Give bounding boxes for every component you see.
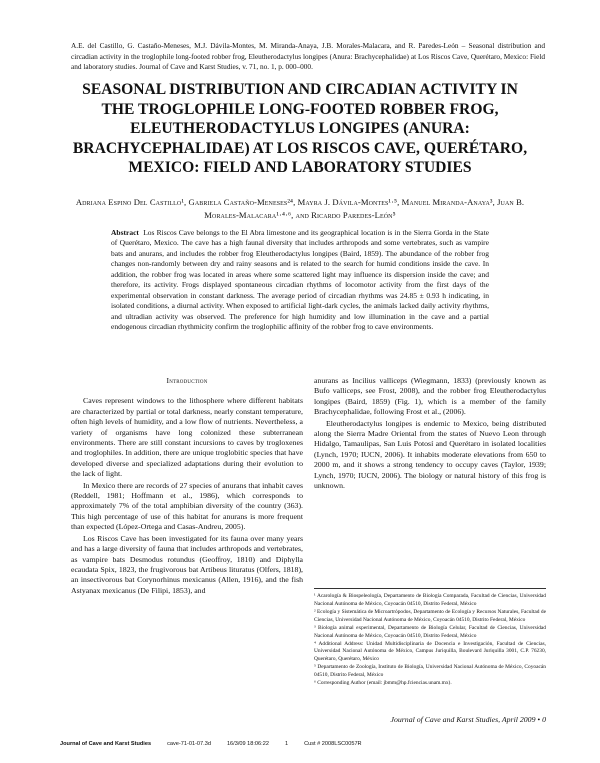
running-head: A.E. del Castillo, G. Castaño-Meneses, M.J. Dávila-Montes, M. Miranda-Anaya, J.B. Morales-Malacara, and R. Paredes-León – Seasonal distribution and circadian activity in the troglophile long-footed robber frog, Eleutherodactylus longipes (Anura: Brachycephalidae) at Los Riscos Cave, Querétaro, Mexico: Field and laboratory studies. Journal of Cave and Karst Studies, v. 71, no. 1, p. 000–000. xyxy=(71,41,545,72)
footnote-item: ⁶ Corresponding Author (email: jbmm@hp.fciencias.unam.mx). xyxy=(314,680,452,687)
right-column xyxy=(314,376,546,492)
print-datetime: 16/3/09 18:06:22 xyxy=(226,741,269,747)
print-file-name: cave-71-01-07.3d xyxy=(167,741,211,747)
footnote-item: ⁴ Additional Address: Unidad Multidisciplinaria de Docencia e Investigación, Facultad de Ciencias, Universidad Nacional Autónoma de México, Campus Juriquilla, Boulevard Juriquilla 3001, C.P. 76230, Querétaro, Querétaro, México xyxy=(314,640,546,663)
left-column xyxy=(71,376,303,597)
print-page-number: 1 xyxy=(284,741,289,747)
footnotes xyxy=(314,593,546,688)
print-info-line xyxy=(60,741,544,747)
footnote-item: ³ Biología animal experimental, Departamento de Biología Celular, Facultad de Ciencias, Universidad Nacional Autónoma de México, Coyoacán 04510, Distrito Federal, México xyxy=(314,624,546,639)
body-paragraph: Los Riscos Cave has been investigated for its fauna over many years and has a large diversity of fauna that includes arthropods and vertebrates, as vampire bats Desmodus rotundus (Geoffroy, 1810) and Diphylla ecaudata Spix, 1823, the frugivorous bat Artibeus lituratus (Olfers, 1818), an insectivorous bat Corynorhinus mexicanus (Allen, 1916), and the fish Astyanax mexicanus (De Filipi, 1853), and xyxy=(71,533,303,595)
print-journal-name: Journal of Cave and Karst Studies xyxy=(60,741,152,747)
footnote-item: ² Ecología y Sistemática de Microartrópodos, Departamento de Ecología y Recursos Naturales, Facultad de Ciencias, Universidad Nacional Autónoma de México, Coyoacán 04510, Distrito Federal, México xyxy=(314,608,546,623)
body-paragraph: anurans as Incilius valliceps (Wiegmann, 1833) (previously known as Bufo valliceps, see Frost, 2008), and the robber frog Eleutherodactylus longipes (Baird, 1859) (Fig. 1), which is a member of the family Brachycephalidae, following Frost et al., (2006). xyxy=(314,376,546,417)
paper-title: SEASONAL DISTRIBUTION AND CIRCADIAN ACTIVITY IN THE TROGLOPHILE LONG-FOOTED ROBBER FROG, ELEUTHERODACTYLUS LONGIPES (ANURA: BRACHYCEPHALIDAE) AT LOS RISCOS CAVE, QUERÉTARO, MEXICO: FIELD AND LABORATORY STUDIES xyxy=(72,81,528,177)
author-list: Adriana Espino Del Castillo¹, Gabriela Castaño-Meneses²⁴, Mayra J. Dávila-Montes¹·⁵, Manuel Miranda-Anaya³, Juan B. Morales-Malacara¹·⁴·⁶, and Ricardo Paredes-León⁵ xyxy=(75,197,525,220)
abstract xyxy=(111,228,489,333)
print-customer-number: Cust # 2008LSC0057R xyxy=(304,741,362,747)
footnote-item: ⁵ Departamento de Zoología, Instituto de Biología, Universidad Nacional Autónoma de México, Coyoacán 04510, Distrito Federal, México xyxy=(314,664,546,679)
abstract-text: Los Riscos Cave belongs to the El Abra limestone and its geographical location is in the Sierra Gorda in the State of Querétaro, Mexico. The cave has a high faunal diversity that includes arthropods and some vertebrates, such as vampire bats and anurans, and includes the robber frog Eleutherodactylus longipes (Baird, 1859). The abundance of the robber frog changes non-randomly between dry and rainy seasons and is related to the search for humid conditions inside the cave. In addition, the robber frog was located in areas where some scattered light may influence its dispersion inside the cave; and therefore, its activity. Frogs displayed spontaneous circadian rhythms of locomotor activity from the first days of the experimental observation in constant darkness. The average period of circadian rhythms was 24.85 ± 0.93 h indicating, in isolated conditions, a diurnal activity. When exposed to artificial light-dark cycles, the animals lacked daily activity rhythms, and ultradian activity was observed. The preference for high humidity and low illumination in the cave and a partial endogenous circadian rhythmicity confirm the troglophilic affinity of the robber frog to cave environments. xyxy=(111,228,490,332)
body-paragraph: Eleutherodactylus longipes is endemic to Mexico, being distributed along the Sierra Madre Oriental from the states of Nuevo Leon through Hidalgo, Tamaulipas, San Luis Potosí and Querétaro in isolated localities (Lynch, 1970; IUCN, 2006). It inhabits moderate elevations from 650 to 2000 m, and it shows a strong tendency to occupy caves (Taylor, 1939; Lynch, 1970; IUCN, 2006). The biology or natural history of this frog is unknown. xyxy=(314,418,546,491)
journal-footer xyxy=(314,715,546,724)
body-paragraph: Caves represent windows to the lithosphere where different habitats are characterized by partial or total darkness, nearly constant temperature, often high levels of humidity, and a low flow of nutrients. Nevertheless, a variety of organisms have long colonized these subterranean environments. There are still constant incursions to caves by trogloxenes and troglophiles. In addition, there are unique troglobitic species that have developed diverse and specialized adaptations during their evolution to the lack of light. xyxy=(71,396,303,479)
section-heading-introduction: Introduction xyxy=(166,376,208,385)
body-paragraph: In Mexico there are records of 27 species of anurans that inhabit caves (Reddell, 1981; Hoffmann et al., 1986), which corresponds to approximately 7% of the total amphibian diversity of the country (363). This high percentage of use of this habitat for anurans is more frequent than expected (López-Ortega and Casas-Andreu, 2005). xyxy=(71,480,303,532)
footnote-item: ¹ Acarología & Biospeleología, Departamento de Biología Comparada, Facultad de Ciencias, Universidad Nacional Autónoma de México, Coyoacán 04510, Distrito Federal, México xyxy=(314,593,546,607)
abstract-label: Abstract xyxy=(111,228,139,237)
journal-footer-text: Journal of Cave and Karst Studies, April 2009 • 0 xyxy=(390,715,546,724)
footnote-divider xyxy=(314,588,546,589)
